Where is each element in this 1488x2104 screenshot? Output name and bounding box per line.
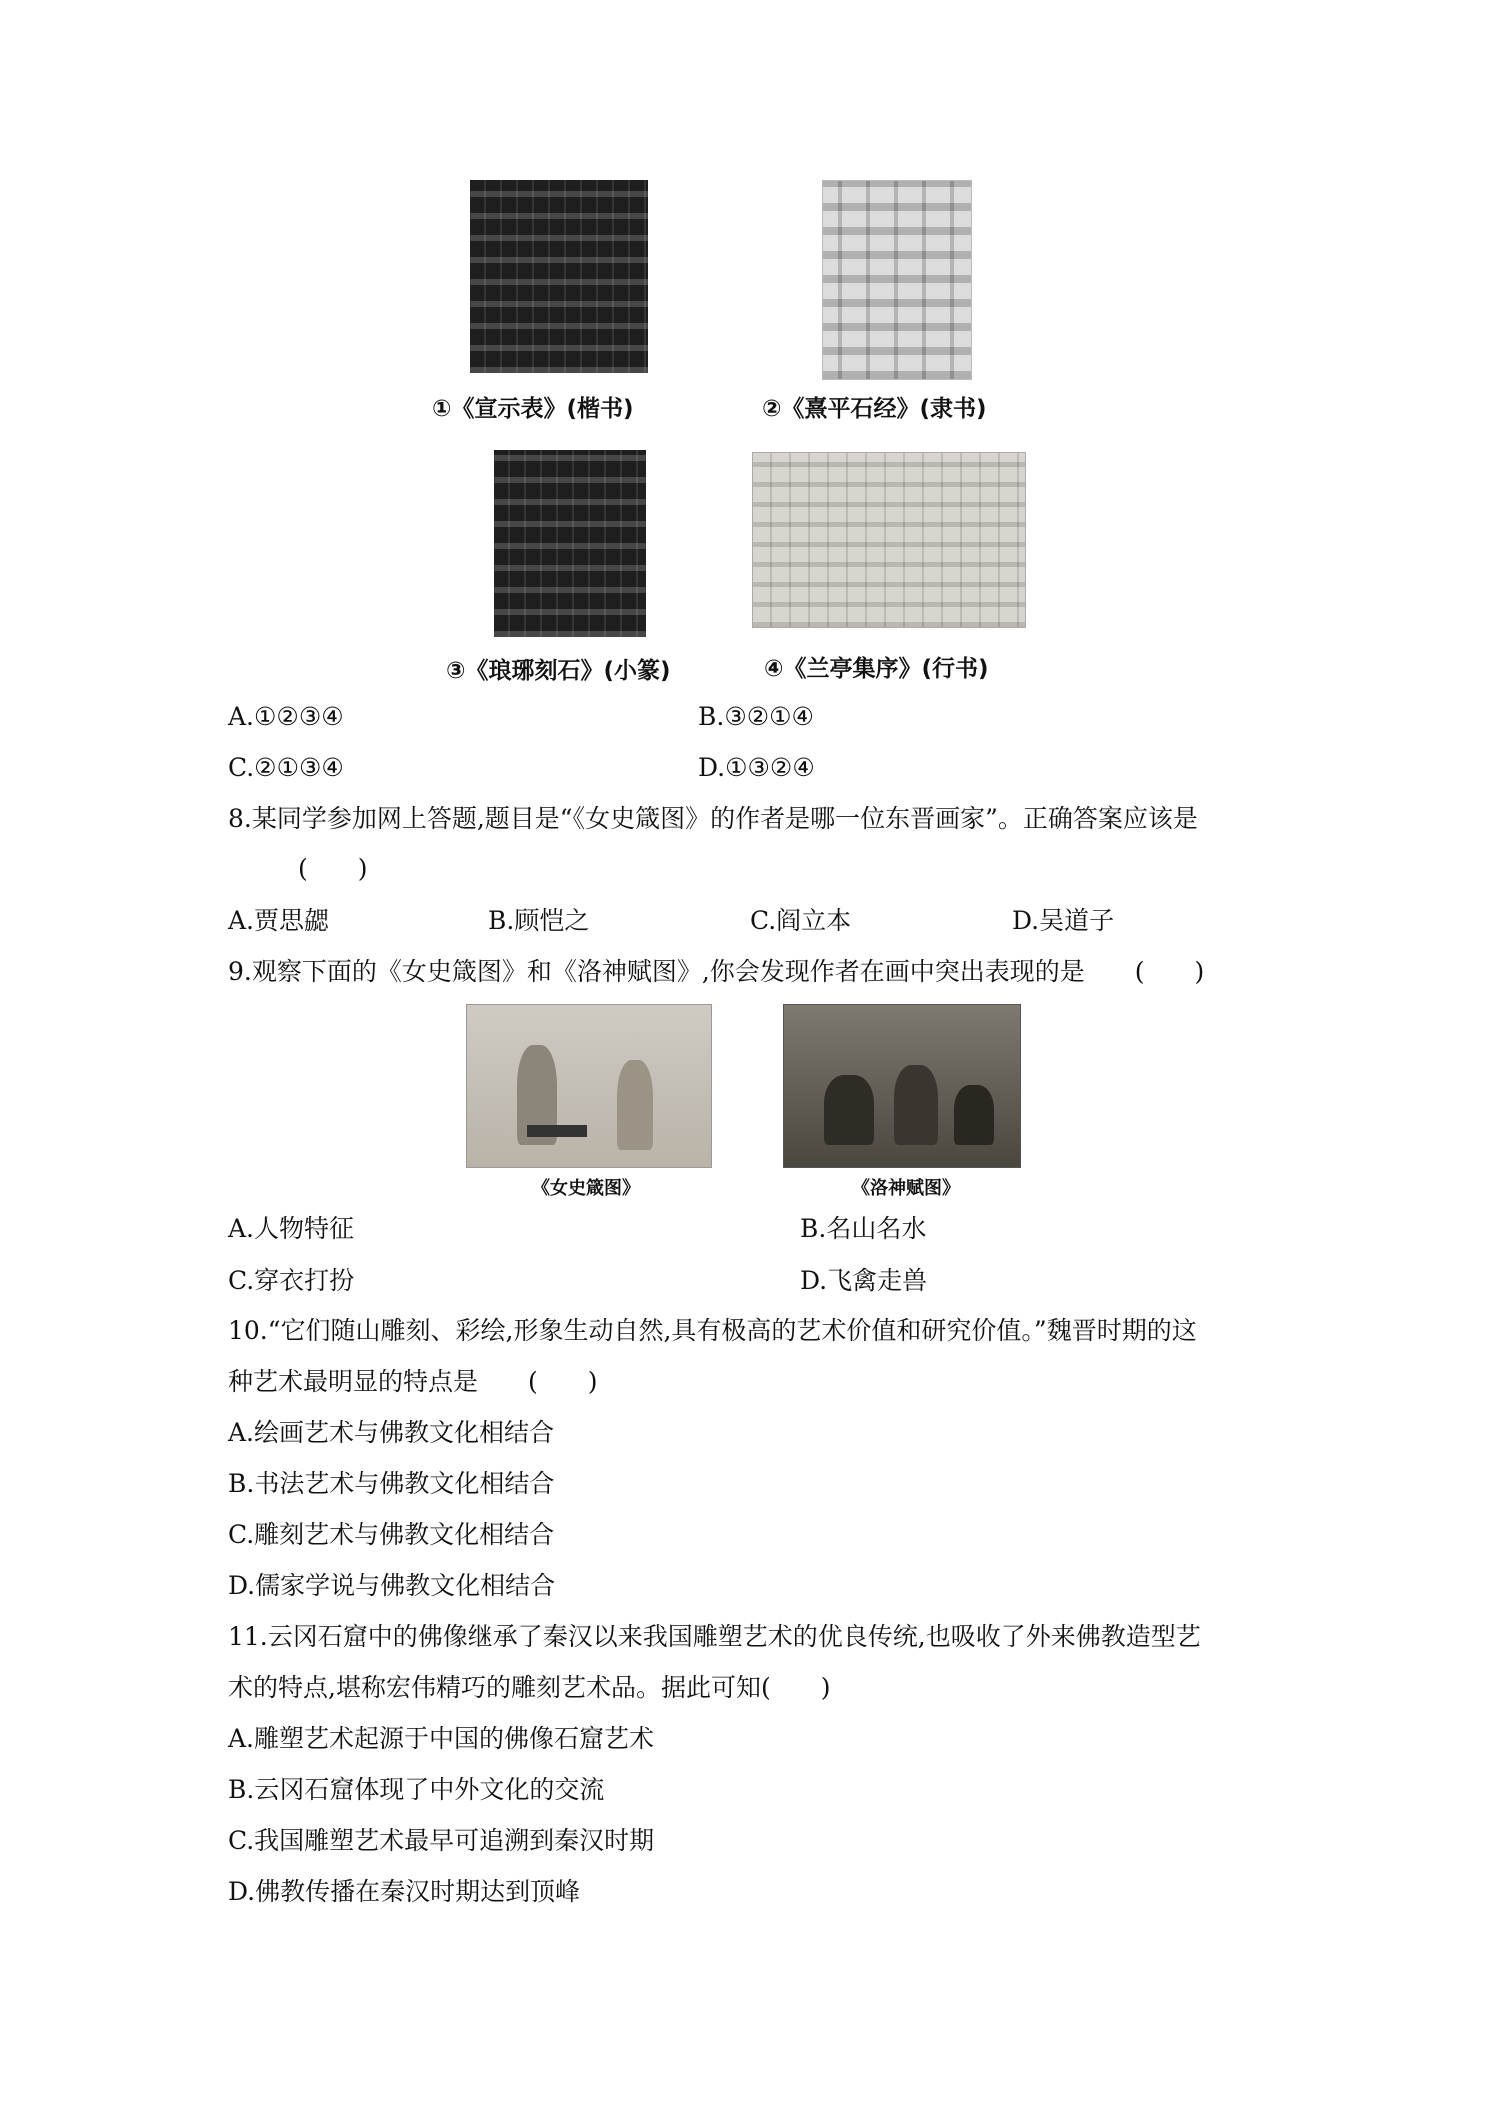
q8-option-a: A.贾思勰 bbox=[228, 906, 330, 935]
q10-stem-line1: 10.“它们随山雕刻、彩绘,形象生动自然,具有极高的艺术价值和研究价值。”魏晋时期的这 bbox=[228, 1316, 1197, 1345]
q8-option-d: D.吴道子 bbox=[1012, 906, 1115, 935]
caption-xuanshibiao: ①《宣示表》(楷书) bbox=[432, 396, 634, 422]
q7-option-d: D.①③②④ bbox=[698, 753, 815, 782]
q8-option-c: C.阎立本 bbox=[750, 906, 852, 935]
q7-option-c: C.②①③④ bbox=[228, 753, 344, 782]
q10-option-b: B.书法艺术与佛教文化相结合 bbox=[228, 1469, 555, 1498]
q10-option-d: D.儒家学说与佛教文化相结合 bbox=[228, 1571, 556, 1600]
xuanshibiao-image bbox=[470, 180, 648, 373]
q9-option-b: B.名山名水 bbox=[800, 1214, 927, 1243]
q9-option-c: C.穿衣打扮 bbox=[228, 1266, 355, 1295]
caption-xipingshijing: ②《熹平石经》(隶书) bbox=[762, 396, 987, 422]
q11-option-d: D.佛教传播在秦汉时期达到顶峰 bbox=[228, 1877, 581, 1906]
q7-option-b: B.③②①④ bbox=[698, 702, 814, 731]
caption-langyakeshi: ③《琅琊刻石》(小篆) bbox=[446, 658, 671, 684]
xipingshijing-image bbox=[822, 180, 972, 380]
q9-stem: 9.观察下面的《女史箴图》和《洛神赋图》,你会发现作者在画中突出表现的是 ( ) bbox=[228, 957, 1205, 986]
luoshenfutu-image bbox=[783, 1004, 1021, 1168]
nvshizhentu-image bbox=[466, 1004, 712, 1168]
q11-stem-line2: 术的特点,堪称宏伟精巧的雕刻艺术品。据此可知( ) bbox=[228, 1673, 831, 1702]
q8-stem-line1: 8.某同学参加网上答题,题目是“《女史箴图》的作者是哪一位东晋画家”。正确答案应该是 bbox=[228, 804, 1198, 833]
q7-option-a: A.①②③④ bbox=[228, 702, 344, 731]
q9-option-d: D.飞禽走兽 bbox=[800, 1266, 928, 1295]
q11-option-b: B.云冈石窟体现了中外文化的交流 bbox=[228, 1775, 605, 1804]
q11-stem-line1: 11.云冈石窟中的佛像继承了秦汉以来我国雕塑艺术的优良传统,也吸收了外来佛教造型艺 bbox=[228, 1622, 1201, 1651]
langyakeshi-image bbox=[494, 450, 646, 637]
q10-option-c: C.雕刻艺术与佛教文化相结合 bbox=[228, 1520, 555, 1549]
q10-stem-line2: 种艺术最明显的特点是 ( ) bbox=[228, 1367, 598, 1396]
lantingjixu-image bbox=[752, 452, 1026, 628]
caption-nvshizhentu: 《女史箴图》 bbox=[532, 1178, 640, 1199]
q8-stem-line2: ( ) bbox=[298, 854, 368, 883]
q9-option-a: A.人物特征 bbox=[228, 1214, 355, 1243]
caption-luoshenfutu: 《洛神赋图》 bbox=[852, 1178, 960, 1199]
q11-option-a: A.雕塑艺术起源于中国的佛像石窟艺术 bbox=[228, 1724, 655, 1753]
q11-option-c: C.我国雕塑艺术最早可追溯到秦汉时期 bbox=[228, 1826, 655, 1855]
q10-option-a: A.绘画艺术与佛教文化相结合 bbox=[228, 1418, 555, 1447]
caption-lantingjixu: ④《兰亭集序》(行书) bbox=[764, 656, 989, 682]
q8-option-b: B.顾恺之 bbox=[488, 906, 590, 935]
